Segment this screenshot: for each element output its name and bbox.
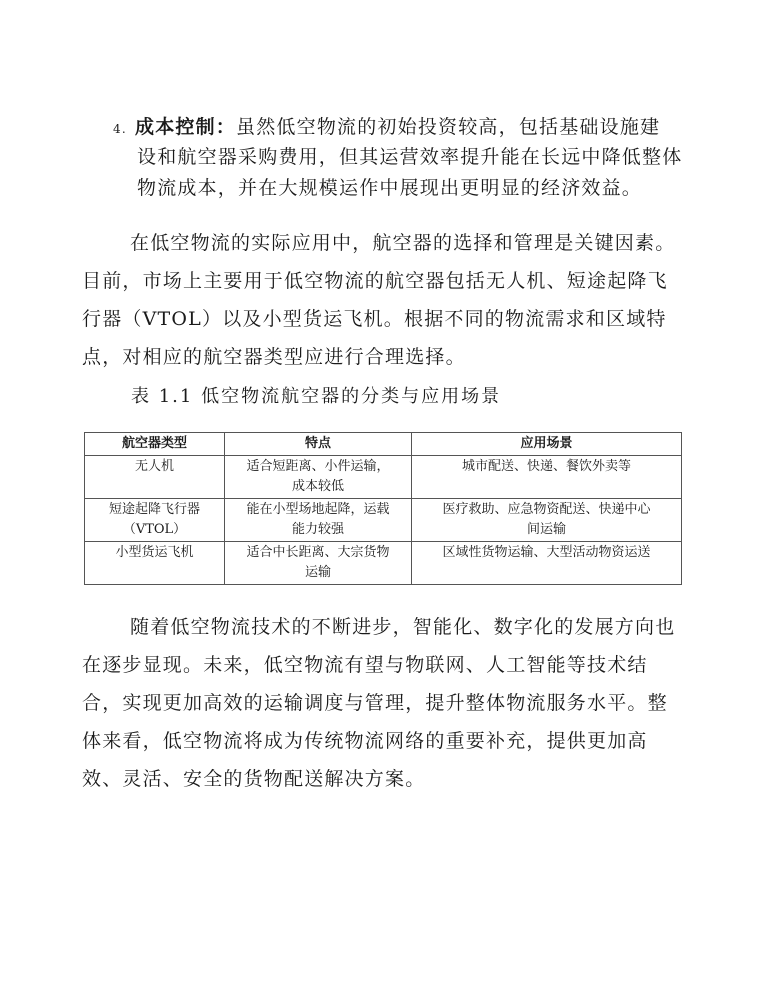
paragraph-line: 点，对相应的航空器类型应进行合理选择。 (82, 346, 466, 368)
paragraph-line: 体来看，低空物流将成为传统物流网络的重要补充，提供更加高 (82, 730, 648, 752)
aircraft-table (84, 432, 682, 585)
table-header-row (85, 433, 682, 456)
column-header-type: 航空器类型 (85, 433, 225, 456)
paragraph-line: 合，实现更加高效的运输调度与管理，提升整体物流服务水平。整 (82, 692, 668, 714)
table-row (85, 499, 682, 542)
paragraph-line: 效、灵活、安全的货物配送解决方案。 (82, 768, 426, 790)
cell-feature: 适合中长距离、大宗货物 运输 (225, 542, 412, 585)
list-item-line-3: 物流成本，并在大规模运作中展现出更明显的经济效益。 (137, 177, 643, 199)
cell-scenario: 医疗救助、应急物资配送、快递中心 间运输 (412, 499, 682, 542)
cell-type: 短途起降飞行器 （VTOL） (85, 499, 225, 542)
table-row (85, 542, 682, 585)
cell-scenario: 城市配送、快递、餐饮外卖等 (412, 456, 682, 499)
cell-feature: 能在小型场地起降，运载 能力较强 (225, 499, 412, 542)
cell-scenario: 区域性货物运输、大型活动物资运送 (412, 542, 682, 585)
paragraph-line: 目前，市场上主要用于低空物流的航空器包括无人机、短途起降飞 (82, 270, 668, 292)
paragraph-line: 在逐步显现。未来，低空物流有望与物联网、人工智能等技术结 (82, 654, 648, 676)
paragraph-line: 行器（VTOL）以及小型货运飞机。根据不同的物流需求和区域特 (82, 308, 667, 330)
cell-type: 无人机 (85, 456, 225, 499)
list-item-term: 成本控制： (135, 116, 237, 138)
list-number: 4. (113, 122, 127, 136)
list-item-line-2: 设和航空器采购费用，但其运营效率提升能在长远中降低整体 (137, 146, 683, 168)
list-item-text: 虽然低空物流的初始投资较高，包括基础设施建 (236, 116, 661, 138)
column-header-feature: 特点 (225, 433, 412, 456)
cell-feature: 适合短距离、小件运输， 成本较低 (225, 456, 412, 499)
cell-type: 小型货运飞机 (85, 542, 225, 585)
table-row (85, 456, 682, 499)
column-header-scenario: 应用场景 (412, 433, 682, 456)
paragraph-line: 随着低空物流技术的不断进步，智能化、数字化的发展方向也 (130, 616, 676, 638)
table-caption: 表 1.1 低空物流航空器的分类与应用场景 (131, 386, 502, 407)
list-item-line-1 (135, 113, 660, 142)
paragraph-line: 在低空物流的实际应用中，航空器的选择和管理是关键因素。 (130, 232, 676, 254)
